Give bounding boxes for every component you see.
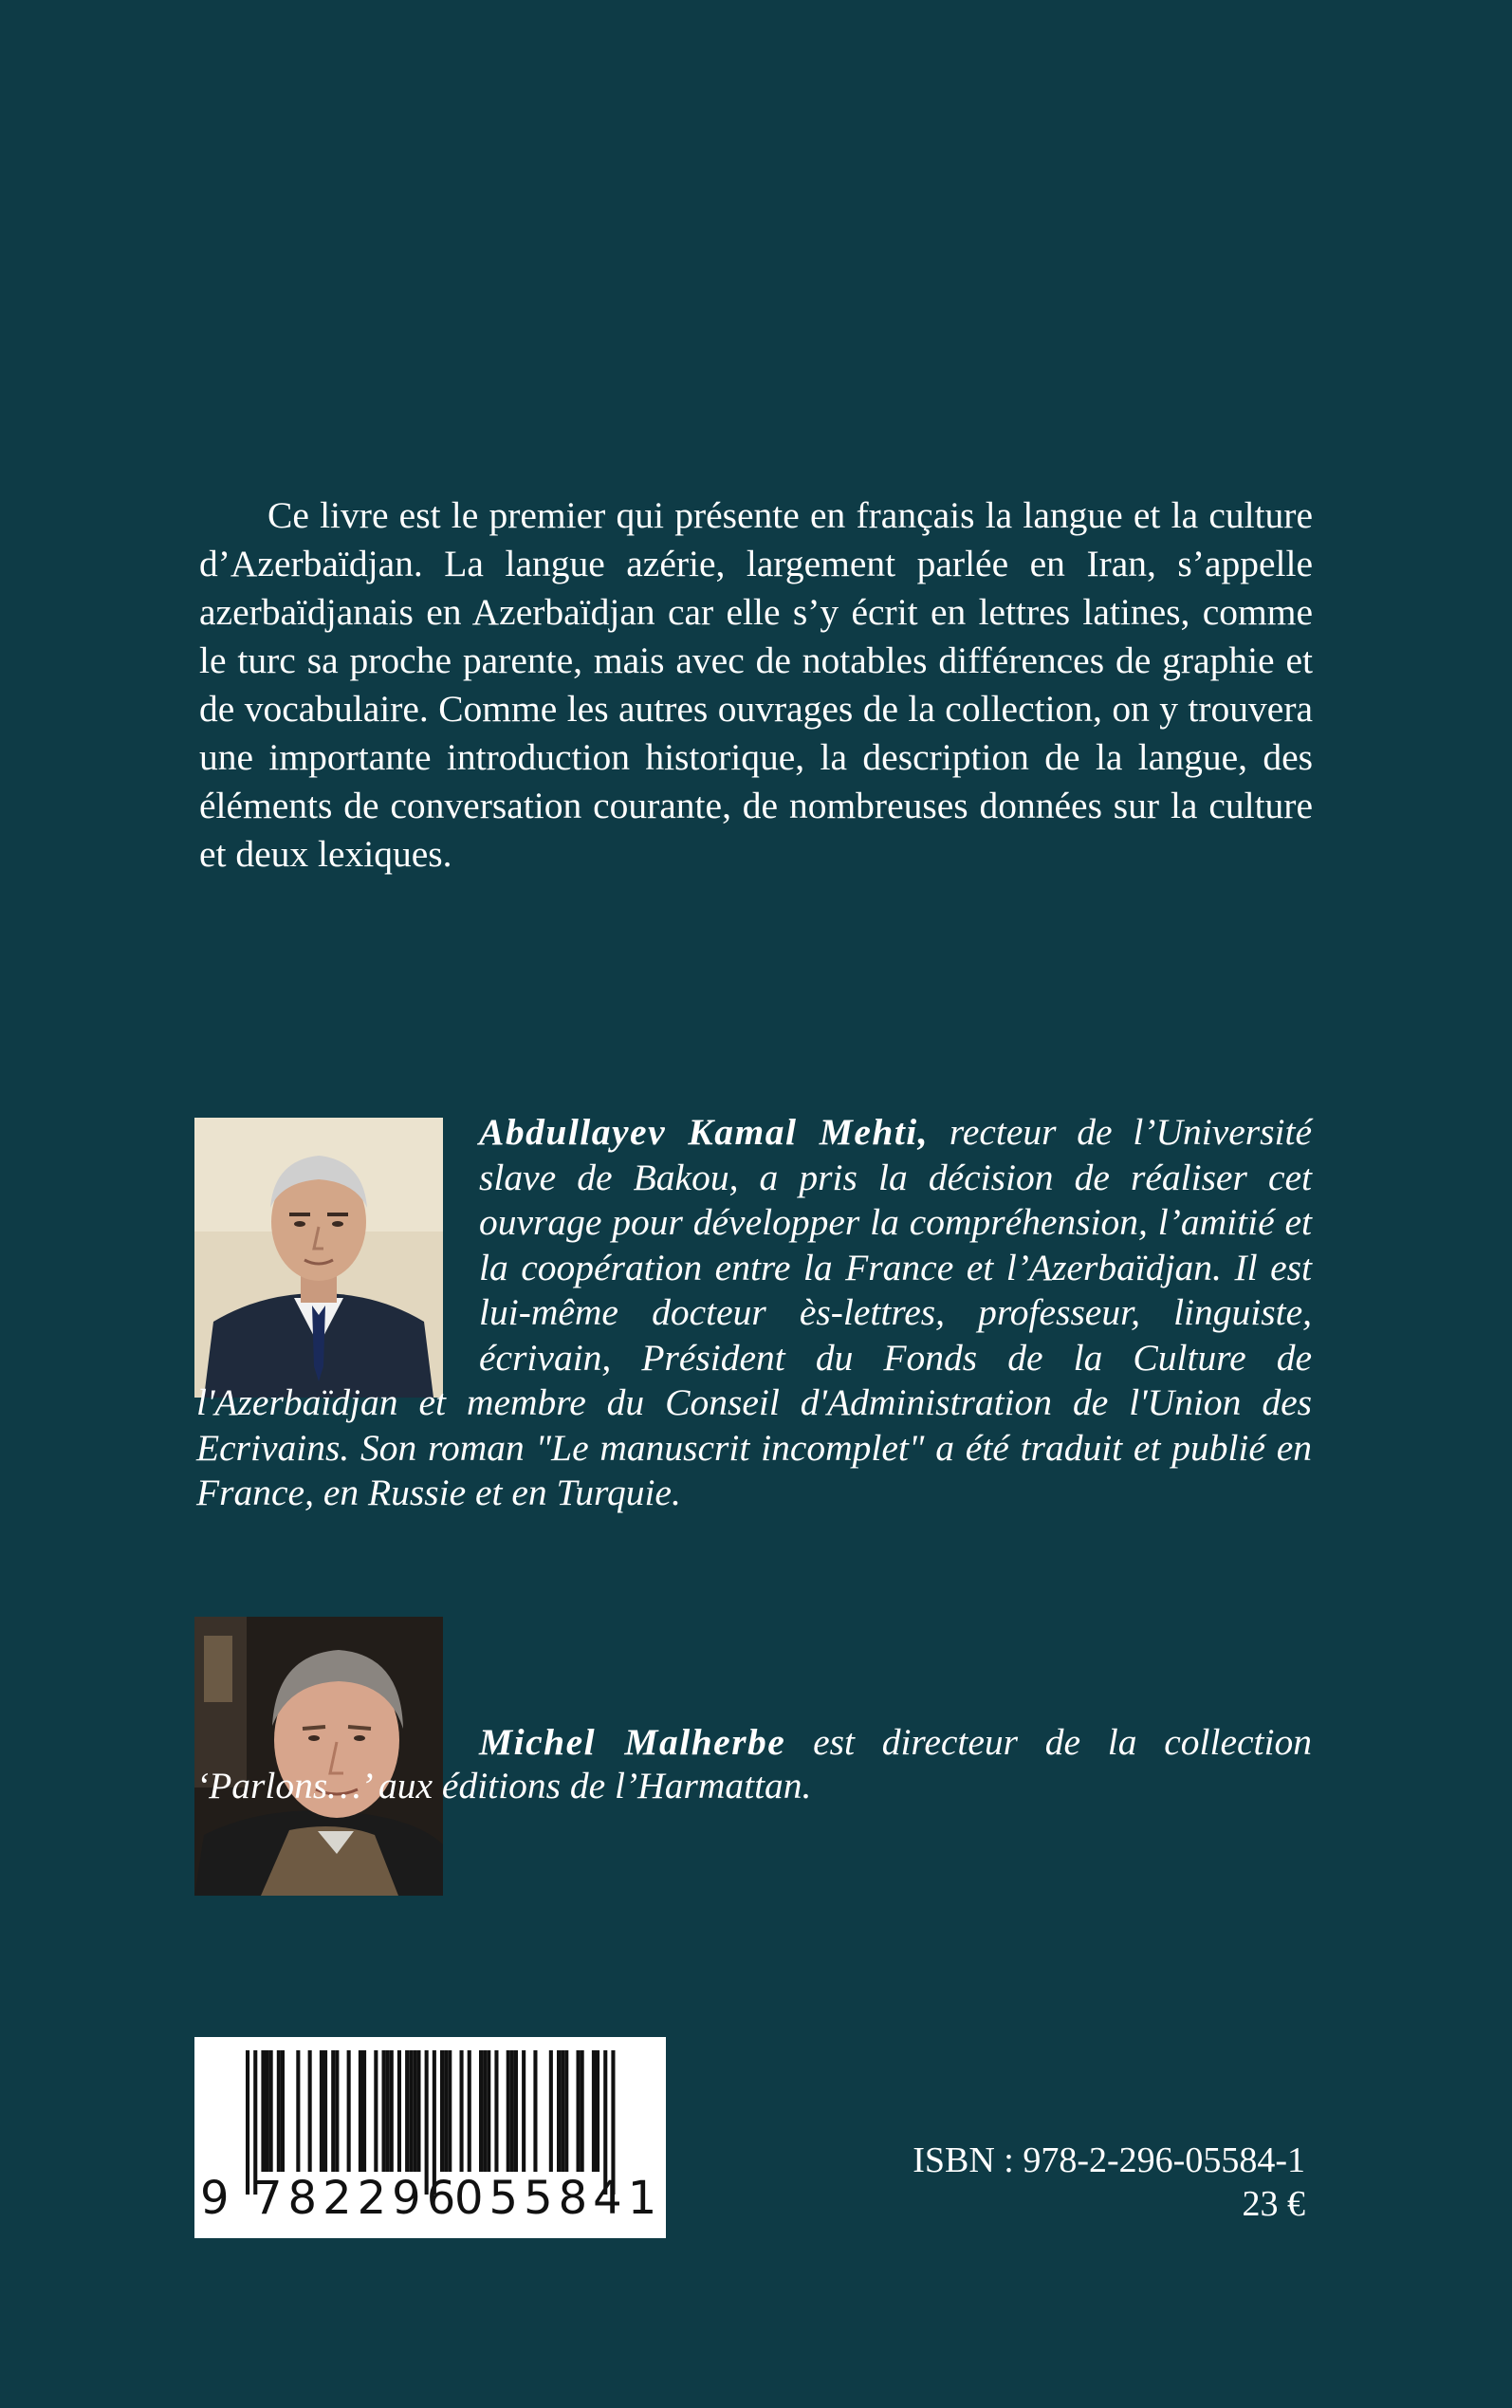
barcode-bar [416, 2050, 420, 2172]
barcode-bar [510, 2050, 514, 2172]
barcode-bar [269, 2050, 273, 2172]
barcode-bar [323, 2050, 327, 2172]
author-bio-malherbe [196, 1720, 1312, 1807]
barcode-bar [596, 2050, 599, 2172]
barcode-bar [374, 2050, 378, 2172]
barcode-bar [448, 2050, 452, 2172]
barcode-bar [331, 2050, 335, 2172]
barcode-first-digit: 9 [200, 2172, 230, 2225]
barcode-bar [362, 2050, 366, 2172]
barcode-bar [382, 2050, 386, 2172]
barcode-bar [359, 2050, 362, 2172]
author-name-malherbe: Michel Malherbe [479, 1721, 786, 1763]
barcode-bar [444, 2050, 448, 2172]
barcode-digits [194, 2170, 666, 2227]
barcode-bar [390, 2050, 394, 2172]
author-bio-text-abdullayev: recteur de l’Université slave de Bakou, a pris la décision de réaliser cet ouvrage pour développer la compréhension, l’amitié et la coopération entre la France et l’Azerbaïdjan. Il est lui-même docteur ès-lettres, professeur, linguiste, écrivain, Président du Fonds de la Culture de l'Azerbaïdjan et membre du Conseil d'Administration de l'Union des Ecrivains. Son roman "Le manuscrit incomplet" a été traduit et publié en France, en Russie et en Turquie. [196, 1111, 1312, 1513]
book-price: 23 € [1242, 2184, 1305, 2224]
isbn-barcode [194, 2037, 666, 2238]
barcode-bar [533, 2050, 537, 2172]
barcode-bar [409, 2050, 413, 2172]
barcode-bar [479, 2050, 483, 2172]
barcode-bar [308, 2050, 312, 2172]
barcode-bar [413, 2050, 416, 2172]
barcode-bar [277, 2050, 281, 2172]
barcode-bar [483, 2050, 487, 2172]
barcode-bar [557, 2050, 561, 2172]
barcode-bar [592, 2050, 596, 2172]
barcode-bar [386, 2050, 390, 2172]
barcode-right-digits: 055841 [454, 2172, 663, 2225]
barcode-left-digits: 782296 [253, 2172, 462, 2225]
barcode-bar [564, 2050, 568, 2172]
barcode-bar [320, 2050, 323, 2172]
author-bio-abdullayev [196, 1110, 1312, 1516]
barcode-bar [494, 2050, 498, 2172]
barcode-bar [577, 2050, 581, 2172]
back-cover-blurb: Ce livre est le premier qui présente en français la langue et la culture d’Azerbaïdjan. La langue azérie, largement parlée en Iran, s’appelle azerbaïdjanais en Azerbaïdjan car elle s’y écrit en lettres latines, comme le turc sa proche parente, mais avec de notables différences de graphie et de vocabulaire. Comme les autres ouvrages de la collection, on y trouvera une importante introduction historique, la description de la langue, des éléments de conversation courante, de nombreuses données sur la culture et deux lexiques. [199, 494, 1313, 875]
barcode-bar [397, 2050, 401, 2172]
isbn-number: ISBN : 978-2-296-05584-1 [913, 2140, 1305, 2180]
barcode-bar [487, 2050, 490, 2172]
barcode-bar [261, 2050, 265, 2172]
barcode-bar [507, 2050, 510, 2172]
barcode-bar [405, 2050, 409, 2172]
author-bio-text-malherbe: est directeur de la collection ‘Parlons…’ aux éditions de l’Harmattan. [196, 1721, 1312, 1806]
barcode-bar [549, 2050, 553, 2172]
barcode-bar [266, 2050, 269, 2172]
photo-text-wrap-spacer [196, 1110, 479, 1380]
author-name-abdullayev: Abdullayev Kamal Mehti, [479, 1111, 930, 1153]
barcode-bar [335, 2050, 339, 2172]
barcode-bar [561, 2050, 564, 2172]
barcode-bar [460, 2050, 464, 2172]
barcode-bar [581, 2050, 584, 2172]
barcode-bar [522, 2050, 526, 2172]
barcode-bar [347, 2050, 351, 2172]
barcode-bar [468, 2050, 471, 2172]
barcode-bar [514, 2050, 518, 2172]
barcode-bar [440, 2050, 444, 2172]
barcode-bar [281, 2050, 285, 2172]
barcode-bar [296, 2050, 300, 2172]
